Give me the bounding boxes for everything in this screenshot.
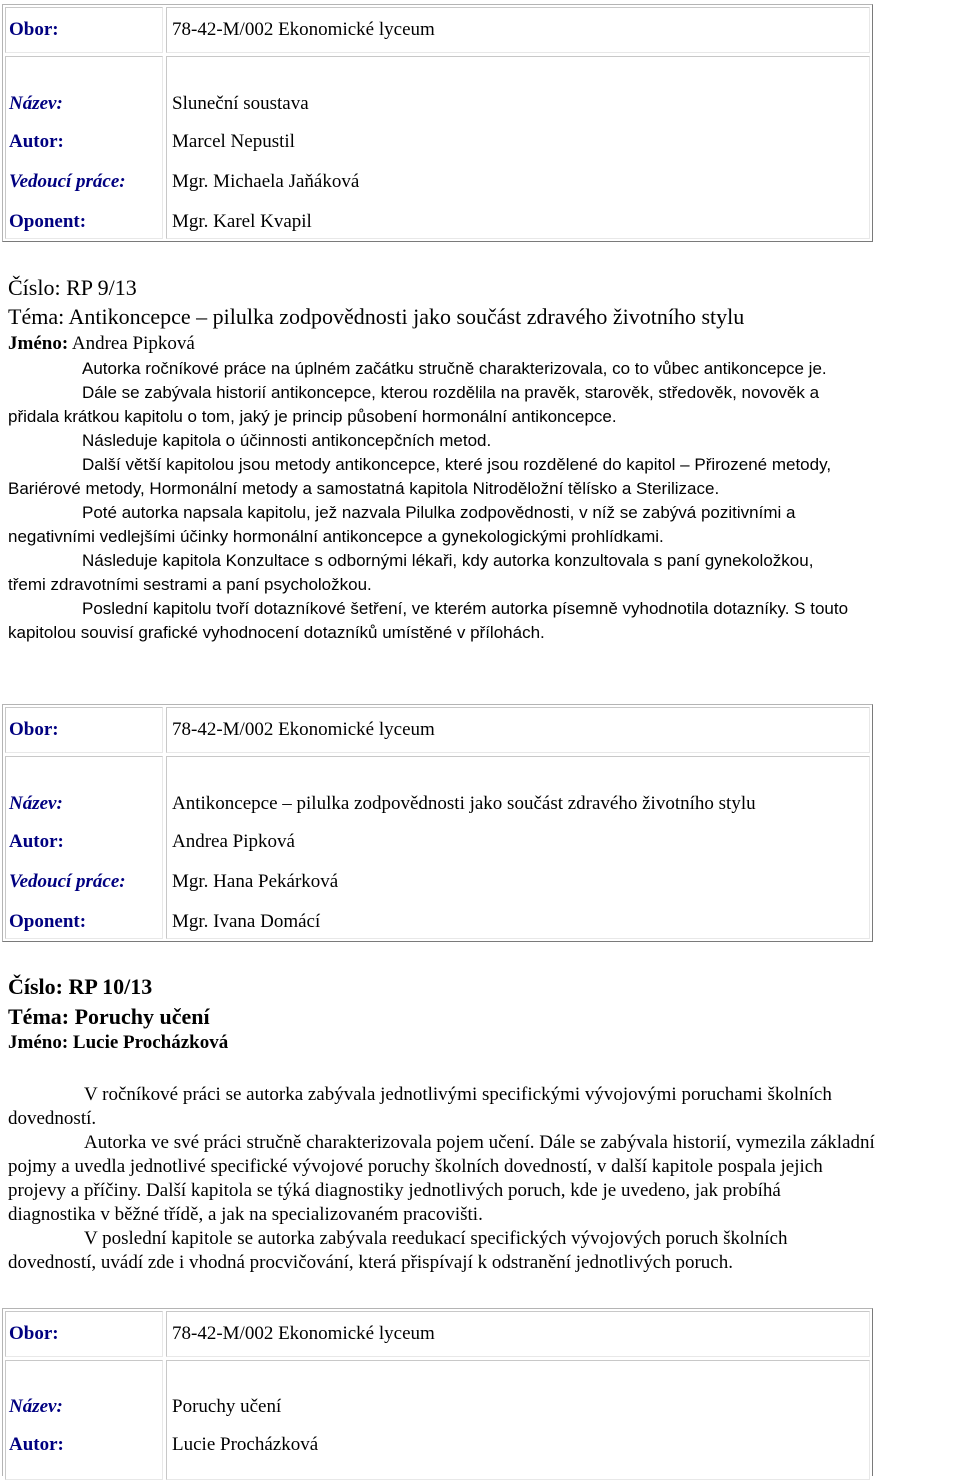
cislo-value: RP 9/13 — [66, 275, 137, 300]
abstract-2 — [8, 1083, 960, 1275]
info-table-3 — [2, 1308, 873, 1476]
nazev-label: Název: — [9, 93, 63, 114]
jmeno-value: Lucie Procházková — [72, 1032, 229, 1053]
tema-heading — [8, 304, 744, 330]
jmeno-label: Jméno: — [8, 1032, 69, 1053]
nazev-label: Název: — [9, 1396, 63, 1417]
cislo-label: Číslo: — [8, 275, 61, 300]
obor-value: 78-42-M/002 Ekonomické lyceum — [172, 1323, 435, 1344]
autor-label: Autor: — [9, 831, 64, 852]
autor-label: Autor: — [9, 131, 64, 152]
oponent-label: Oponent: — [9, 211, 87, 232]
info-table-1 — [2, 4, 873, 242]
cislo-label: Číslo: — [8, 974, 63, 999]
jmeno-heading — [8, 333, 195, 355]
paragraph: Poté autorka napsala kapitolu, jež nazvala Pilulka zodpovědnosti, v níž se zabývá pozitivními a negativními vedlejšími účinky hormonální antikoncepce a gynekologickými prohlídkami. — [8, 503, 796, 546]
jmeno-heading — [8, 1032, 228, 1054]
info-table-2 — [2, 704, 873, 942]
paragraph: Následuje kapitola o účinnosti antikoncepčních metod. — [82, 431, 492, 450]
abstract-1 — [8, 357, 960, 645]
obor-label: Obor: — [9, 719, 59, 740]
cell-values — [166, 1360, 870, 1480]
paragraph: V poslední kapitole se autorka zabývala reedukací specifických vývojových poruch školních dovedností, uvádí zde i vhodná procvičování, která přispívají k odstranění jednotlivých poruch. — [8, 1228, 788, 1273]
vedouci-label: Vedoucí práce: — [9, 171, 126, 192]
nazev-value: Sluneční soustava — [172, 93, 309, 114]
paragraph: Dále se zabývala historií antikoncepce, kterou rozdělila na pravěk, starověk, středověk, novověk a přidala krátkou kapitolu o tom, jaký je princip působení hormonální antikoncepce. — [8, 383, 820, 426]
tema-heading — [8, 1004, 210, 1030]
oponent-label: Oponent: — [9, 911, 87, 932]
tema-label: Téma: — [8, 304, 65, 329]
tema-value: Antikoncepce – pilulka zodpovědnosti jako součást zdravého životního stylu — [68, 304, 745, 329]
obor-value: 78-42-M/002 Ekonomické lyceum — [172, 19, 435, 40]
nazev-label: Název: — [9, 793, 63, 814]
oponent-value: Mgr. Karel Kvapil — [172, 211, 312, 232]
vedouci-value: Mgr. Hana Pekárková — [172, 871, 339, 892]
paragraph: V ročníkové práci se autorka zabývala jednotlivými specifickými vývojovými poruchami školních dovedností. — [8, 1084, 832, 1129]
paragraph: Autorka ročníkové práce na úplném začátku stručně charakterizovala, co to vůbec antikoncepce je. — [82, 359, 827, 378]
obor-label: Obor: — [9, 1323, 59, 1344]
paragraph: Autorka ve své práci stručně charakterizovala pojem učení. Dále se zabývala historií, vymezila základní pojmy a uvedla jednotlivé specifické vývojové poruchy školních dovedností, v další kapitole pospala jejich projevy a příčiny. Další kapitola se týká diagnostiky jednotlivých poruch, kde je uvedeno, jak probíhá diagnostika v běžné třídě, a jak na specializovaném pracovišti. — [8, 1132, 875, 1225]
tema-value: Poruchy učení — [74, 1004, 210, 1029]
nazev-value: Poruchy učení — [172, 1396, 282, 1417]
autor-value: Lucie Procházková — [172, 1434, 319, 1455]
oponent-value: Mgr. Ivana Domácí — [172, 911, 321, 932]
paragraph: Poslední kapitolu tvoří dotazníkové šetření, ve kterém autorka písemně vyhodnotila dotazníky. S touto kapitolou souvisí grafické vyhodnocení dotazníků umístěné v přílohách. — [8, 599, 849, 642]
vedouci-label: Vedoucí práce: — [9, 871, 126, 892]
autor-label: Autor: — [9, 1434, 64, 1455]
obor-value: 78-42-M/002 Ekonomické lyceum — [172, 719, 435, 740]
vedouci-value: Mgr. Michaela Jaňáková — [172, 171, 360, 192]
jmeno-value: Andrea Pipková — [71, 333, 195, 354]
obor-label: Obor: — [9, 19, 59, 40]
autor-value: Marcel Nepustil — [172, 131, 295, 152]
cislo-heading — [8, 275, 137, 301]
paragraph: Další větší kapitolou jsou metody antikoncepce, které jsou rozdělené do kapitol – Přirozené metody, Bariérové metody, Hormonální metody a samostatná kapitola Nitroděložní tělísko a Sterilizace. — [8, 455, 832, 498]
nazev-value: Antikoncepce – pilulka zodpovědnosti jako součást zdravého životního stylu — [172, 793, 756, 814]
cislo-value: RP 10/13 — [68, 974, 153, 999]
cislo-heading — [8, 974, 152, 1000]
jmeno-label: Jméno: — [8, 333, 69, 354]
autor-value: Andrea Pipková — [172, 831, 295, 852]
paragraph: Následuje kapitola Konzultace s odbornými lékaři, kdy autorka konzultovala s paní gynekoložkou, třemi zdravotními sestrami a paní psycholožkou. — [8, 551, 814, 594]
cell-labels — [5, 1360, 163, 1480]
tema-label: Téma: — [8, 1004, 70, 1029]
